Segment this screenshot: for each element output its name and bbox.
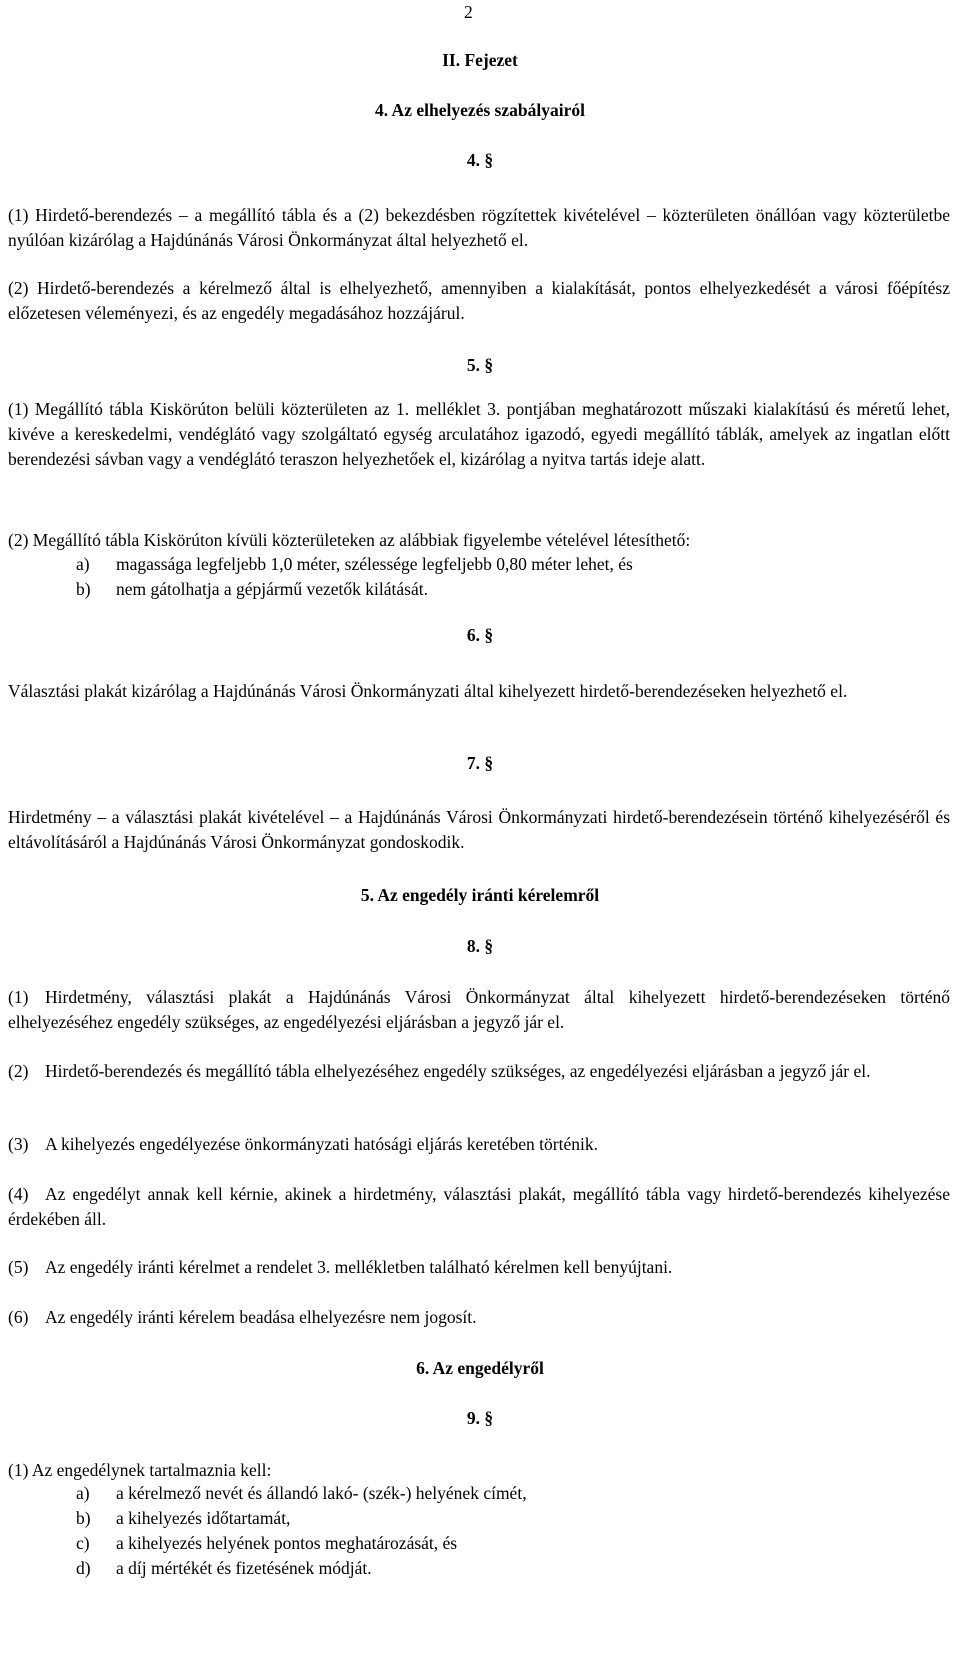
s7-paragraph-1: Hirdetmény – a választási plakát kivételével – a Hajdúnánás Városi Önkormányzati hirdető-berendezésein történő kihelyezéséről és eltávolításáról a Hajdúnánás Városi Önkormányzat gondoskodik. xyxy=(8,807,950,852)
s8-item-label: (2) xyxy=(8,1061,29,1081)
heading-5: 5. Az engedély iránti kérelemről xyxy=(360,885,600,905)
s9-list xyxy=(76,1481,946,1581)
list-item-text: a kihelyezés helyének pontos meghatározását, és xyxy=(116,1533,458,1553)
s8-item-text: Az engedély iránti kérelmet a rendelet 3. mellékletben található kérelmen kell benyújtani. xyxy=(45,1257,673,1277)
s6-paragraph-1: Választási plakát kizárólag a Hajdúnánás Városi Önkormányzati által kihelyezett hirdető-berendezéseken helyezhető el. xyxy=(8,681,848,701)
s8-item xyxy=(8,1059,950,1084)
s5-list xyxy=(76,552,946,602)
s8-item-label: (1) xyxy=(8,987,29,1007)
s8-item xyxy=(8,985,950,1035)
section-5-sign: 5. § xyxy=(466,355,494,375)
s5-paragraph-2: (2) Megállító tábla Kiskörúton kívüli közterületeken az alábbiak figyelembe vételével létesíthető: xyxy=(8,530,691,550)
s8-item-label: (4) xyxy=(8,1184,29,1204)
s8-item-text: A kihelyezés engedélyezése önkormányzati hatósági eljárás keretében történik. xyxy=(45,1134,598,1154)
heading-4: 4. Az elhelyezés szabályairól xyxy=(375,100,585,120)
list-item-label: b) xyxy=(76,1508,91,1528)
s4-paragraph-1: (1) Hirdető-berendezés – a megállító tábla és a (2) bekezdésben rögzítettek kivételével – közterületen önállóan vagy közterületbe nyúlóan kizárólag a Hajdúnánás Városi Önkormányzat által helyezhető el. xyxy=(8,205,950,250)
chapter-title: II. Fejezet xyxy=(442,50,518,70)
list-item-label: b) xyxy=(76,579,91,599)
list-item xyxy=(76,577,946,602)
list-item-text: a kérelmező nevét és állandó lakó- (szék-) helyének címét, xyxy=(116,1483,527,1503)
section-4-sign: 4. § xyxy=(466,150,494,170)
list-item-text: nem gátolhatja a gépjármű vezetők kilátását. xyxy=(116,579,428,599)
list-item xyxy=(76,552,946,577)
s8-item-label: (3) xyxy=(8,1134,29,1154)
s8-item-label: (6) xyxy=(8,1307,29,1327)
list-item xyxy=(76,1531,946,1556)
list-item-text: a kihelyezés időtartamát, xyxy=(116,1508,291,1528)
s8-item xyxy=(8,1132,950,1157)
s9-paragraph-1: (1) Az engedélynek tartalmaznia kell: xyxy=(8,1460,272,1480)
list-item-label: c) xyxy=(76,1533,90,1553)
s8-item-label: (5) xyxy=(8,1257,29,1277)
heading-6: 6. Az engedélyről xyxy=(416,1358,544,1378)
s8-item-text: Az engedély iránti kérelem beadása elhelyezésre nem jogosít. xyxy=(45,1307,477,1327)
s5-paragraph-1: (1) Megállító tábla Kiskörúton belüli közterületen az 1. melléklet 3. pontjában meghatározott műszaki kialakítású és méretű lehet, kivéve a kereskedelmi, vendéglátó vagy szolgáltató egység arculatához igazodó, egyedi megállító táblák, amelyek az ingatlan előtt berendezési sávban vagy a vendéglátó teraszon helyezhetőek el, kizárólag a nyitva tartás ideje alatt. xyxy=(8,399,950,469)
section-8-sign: 8. § xyxy=(466,936,494,956)
section-9-sign: 9. § xyxy=(466,1408,494,1428)
list-item-text: magassága legfeljebb 1,0 méter, szélessége legfeljebb 0,80 méter lehet, és xyxy=(116,554,633,574)
s8-item xyxy=(8,1255,950,1280)
list-item-text: a díj mértékét és fizetésének módját. xyxy=(116,1558,372,1578)
list-item xyxy=(76,1506,946,1531)
list-item-label: a) xyxy=(76,1483,90,1503)
s4-paragraph-2: (2) Hirdető-berendezés a kérelmező által is elhelyezhető, amennyiben a kialakítását, pontos elhelyezkedését a városi főépítész előzetesen véleményezi, és az engedély megadásához hozzájárul. xyxy=(8,278,950,323)
list-item xyxy=(76,1481,946,1506)
s8-item-text: Hirdető-berendezés és megállító tábla elhelyezéséhez engedély szükséges, az engedélyezési eljárásban a jegyző jár el. xyxy=(45,1061,871,1081)
page-number: 2 xyxy=(464,2,473,22)
s8-item-text: Hirdetmény, választási plakát a Hajdúnánás Városi Önkormányzat által kihelyezett hirdető-berendezéseken történő elhelyezéséhez engedély szükséges, az engedélyezési eljárásban a jegyző jár el. xyxy=(8,987,950,1032)
list-item-label: a) xyxy=(76,554,90,574)
s8-item xyxy=(8,1305,950,1330)
list-item xyxy=(76,1556,946,1581)
section-6-sign: 6. § xyxy=(466,625,494,645)
s8-item-text: Az engedélyt annak kell kérnie, akinek a hirdetmény, választási plakát, megállító tábla vagy hirdető-berendezés kihelyezése érdekében áll. xyxy=(8,1184,950,1229)
s8-item xyxy=(8,1182,950,1232)
section-7-sign: 7. § xyxy=(466,753,494,773)
list-item-label: d) xyxy=(76,1558,91,1578)
